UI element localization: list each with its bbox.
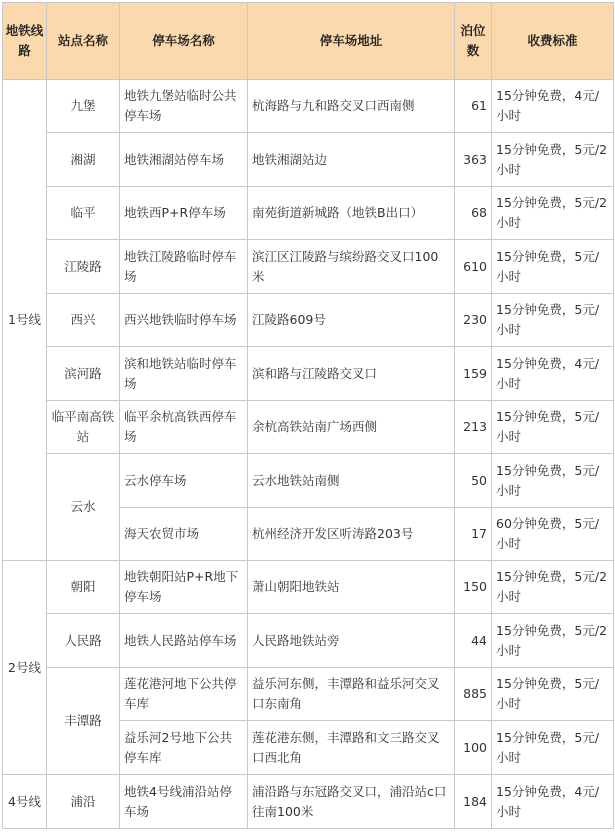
lot-fee: 60分钟免费，5元/小时 — [492, 508, 614, 561]
table-row — [3, 775, 614, 829]
lot-fee: 15分钟免费，5元/2小时 — [492, 133, 614, 187]
header-station: 站点名称 — [47, 3, 120, 80]
lot-fee: 15分钟免费，5元/2小时 — [492, 614, 614, 668]
lot-spaces: 61 — [455, 80, 492, 133]
station-name: 滨河路 — [47, 347, 120, 401]
lot-name: 地铁湘湖站停车场 — [120, 133, 248, 187]
lot-spaces: 68 — [455, 187, 492, 240]
lot-name: 海天农贸市场 — [120, 508, 248, 561]
lot-fee: 15分钟免费，5元/小时 — [492, 240, 614, 294]
lot-name: 地铁江陵路临时停车场 — [120, 240, 248, 294]
table-row — [3, 294, 614, 347]
lot-name: 地铁九堡站临时公共停车场 — [120, 80, 248, 133]
station-name: 江陵路 — [47, 240, 120, 294]
lot-fee: 15分钟免费，5元/小时 — [492, 401, 614, 454]
lot-address: 浦沿路与东冠路交叉口，浦沿站c口往南100米 — [248, 775, 455, 829]
lot-address: 杭州经济开发区听涛路203号 — [248, 508, 455, 561]
lot-address: 滨江区江陵路与缤纷路交叉口100米 — [248, 240, 455, 294]
table-row — [3, 133, 614, 187]
table-row — [3, 347, 614, 401]
lot-name: 临平余杭高铁西停车场 — [120, 401, 248, 454]
station-name: 临平 — [47, 187, 120, 240]
station-name: 朝阳 — [47, 561, 120, 614]
lot-spaces: 50 — [455, 454, 492, 508]
lot-spaces: 610 — [455, 240, 492, 294]
lot-address: 益乐河东侧，丰潭路和益乐河交叉口东南角 — [248, 668, 455, 721]
table-row — [3, 240, 614, 294]
lot-spaces: 184 — [455, 775, 492, 829]
lot-spaces: 885 — [455, 668, 492, 721]
lot-fee: 15分钟免费，4元/小时 — [492, 347, 614, 401]
table-row — [3, 80, 614, 133]
line-name: 1号线 — [3, 80, 47, 561]
header-lot-name: 停车场名称 — [120, 3, 248, 80]
table-row — [3, 187, 614, 240]
lot-address: 南苑街道新城路（地铁B出口） — [248, 187, 455, 240]
lot-address: 余杭高铁站南广场西侧 — [248, 401, 455, 454]
header-line: 地铁线路 — [3, 3, 47, 80]
lot-fee: 15分钟免费，5元/小时 — [492, 668, 614, 721]
lot-address: 滨和路与江陵路交叉口 — [248, 347, 455, 401]
lot-name: 滨和地铁站临时停车场 — [120, 347, 248, 401]
station-name: 临平南高铁站 — [47, 401, 120, 454]
lot-spaces: 363 — [455, 133, 492, 187]
header-spaces: 泊位数 — [455, 3, 492, 80]
lot-address: 萧山朝阳地铁站 — [248, 561, 455, 614]
station-name: 湘湖 — [47, 133, 120, 187]
header-row — [3, 3, 614, 80]
lot-spaces: 213 — [455, 401, 492, 454]
lot-spaces: 159 — [455, 347, 492, 401]
lot-address: 莲花港东侧，丰潭路和文三路交叉口西北角 — [248, 721, 455, 775]
lot-address: 杭海路与九和路交叉口西南侧 — [248, 80, 455, 133]
lot-spaces: 100 — [455, 721, 492, 775]
lot-fee: 15分钟免费，4元/小时 — [492, 80, 614, 133]
lot-fee: 15分钟免费，5元/小时 — [492, 454, 614, 508]
lot-spaces: 44 — [455, 614, 492, 668]
station-name: 九堡 — [47, 80, 120, 133]
lot-name: 莲花港河地下公共停车库 — [120, 668, 248, 721]
lot-name: 云水停车场 — [120, 454, 248, 508]
table-row — [3, 401, 614, 454]
lot-fee: 15分钟免费，5元/小时 — [492, 721, 614, 775]
lot-name: 地铁西P+R停车场 — [120, 187, 248, 240]
lot-name: 地铁4号线浦沿站停车场 — [120, 775, 248, 829]
line-name: 2号线 — [3, 561, 47, 775]
lot-name: 地铁人民路站停车场 — [120, 614, 248, 668]
lot-spaces: 230 — [455, 294, 492, 347]
station-name: 丰潭路 — [47, 668, 120, 775]
header-address: 停车场地址 — [248, 3, 455, 80]
lot-address: 江陵路609号 — [248, 294, 455, 347]
lot-address: 人民路地铁站旁 — [248, 614, 455, 668]
table-row — [3, 668, 614, 721]
header-fee: 收费标准 — [492, 3, 614, 80]
lot-address: 云水地铁站南侧 — [248, 454, 455, 508]
lot-fee: 15分钟免费，4元/小时 — [492, 775, 614, 829]
table-row — [3, 454, 614, 508]
lot-address: 地铁湘湖站边 — [248, 133, 455, 187]
lot-name: 益乐河2号地下公共停车库 — [120, 721, 248, 775]
lot-fee: 15分钟免费，5元/2小时 — [492, 187, 614, 240]
station-name: 人民路 — [47, 614, 120, 668]
lot-spaces: 17 — [455, 508, 492, 561]
lot-fee: 15分钟免费，5元/小时 — [492, 294, 614, 347]
lot-fee: 15分钟免费，5元/2小时 — [492, 561, 614, 614]
station-name: 云水 — [47, 454, 120, 561]
lot-name: 西兴地铁临时停车场 — [120, 294, 248, 347]
line-name: 4号线 — [3, 775, 47, 829]
lot-spaces: 150 — [455, 561, 492, 614]
station-name: 浦沿 — [47, 775, 120, 829]
station-name: 西兴 — [47, 294, 120, 347]
table-row — [3, 561, 614, 614]
lot-name: 地铁朝阳站P+R地下停车场 — [120, 561, 248, 614]
table-row — [3, 614, 614, 668]
parking-table — [2, 2, 614, 829]
